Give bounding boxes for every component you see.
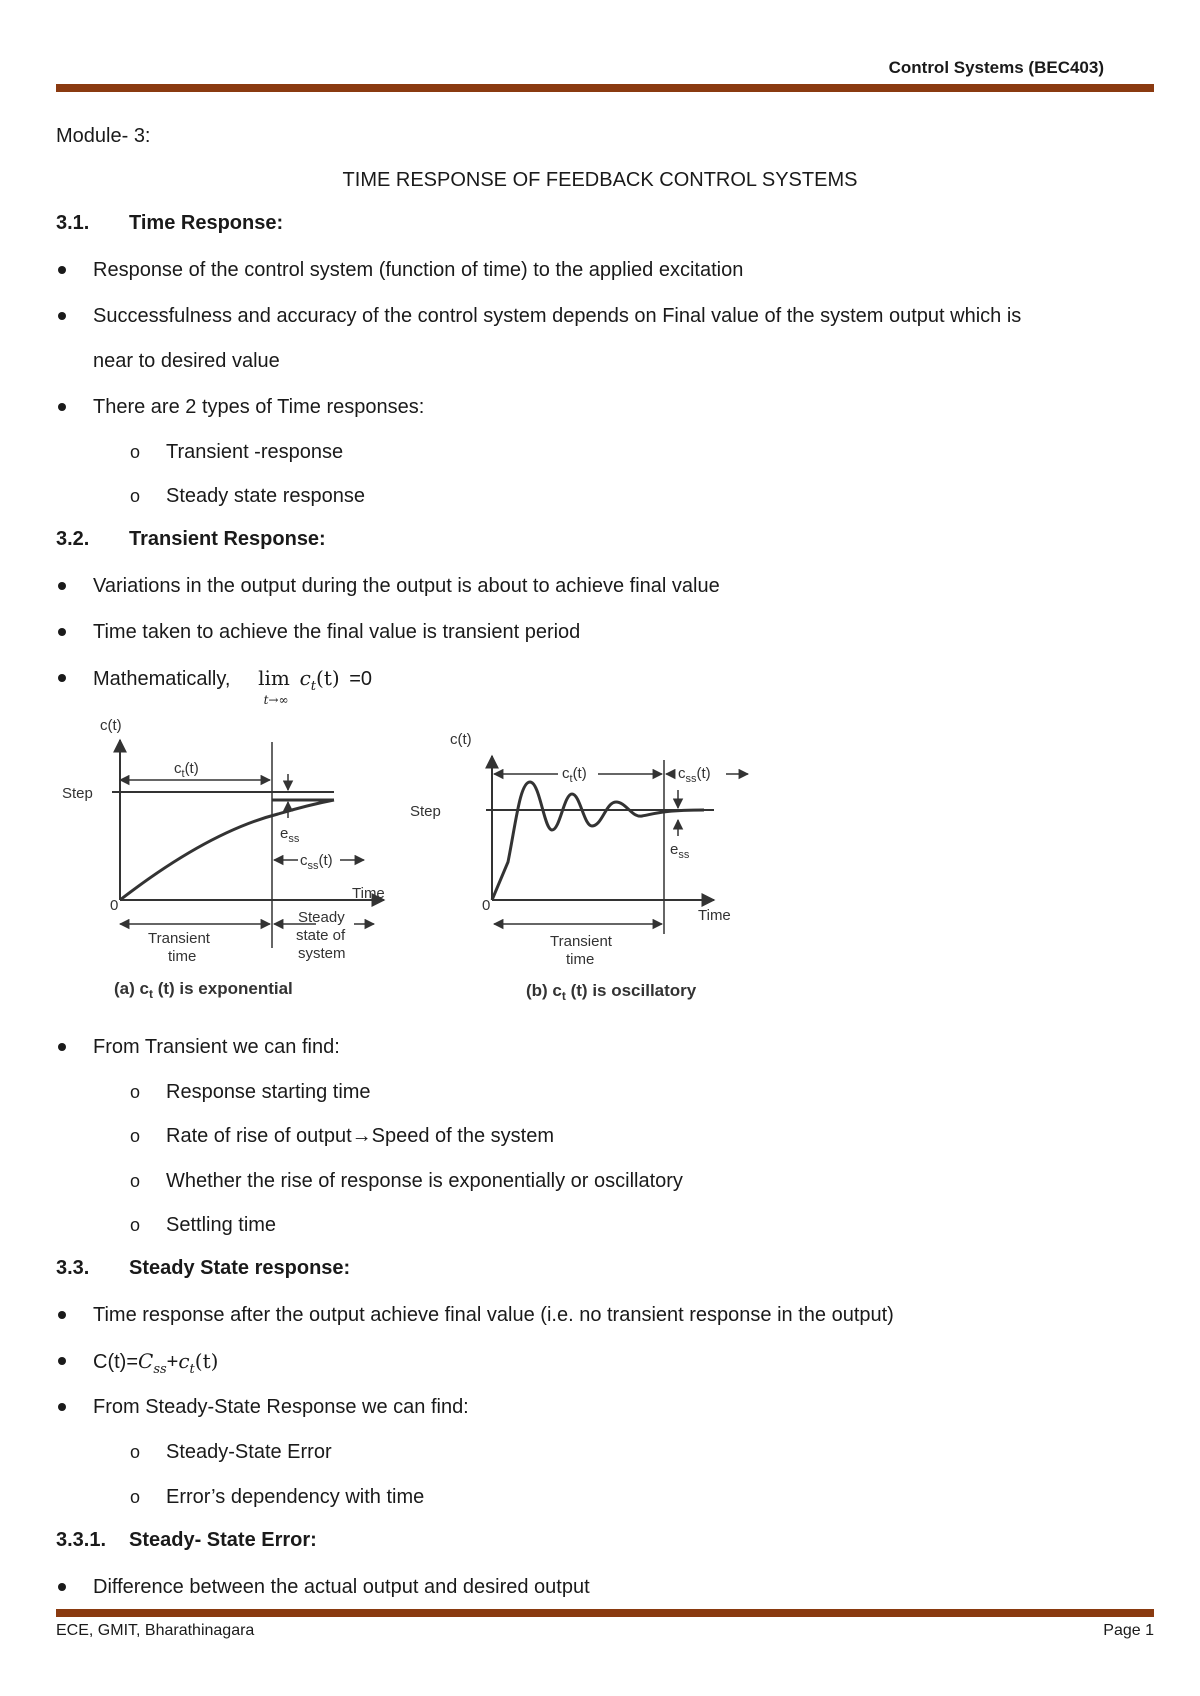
footer-institution: ECE, GMIT, Bharathinagara xyxy=(56,1622,255,1639)
sub-bullet-marker: o xyxy=(130,1487,141,1507)
math-label: Mathematically, xyxy=(93,668,231,690)
chapter-title: TIME RESPONSE OF FEEDBACK CONTROL SYSTEMS xyxy=(342,169,858,191)
section-number-3-3-1: 3.3.1. xyxy=(56,1529,107,1551)
bullet xyxy=(58,1403,66,1411)
bullet-text: Response of the control system (function of time) to the applied excitation xyxy=(93,259,744,281)
bullet-text: Time response after the output achieve final value (i.e. no transient response in the output) xyxy=(93,1304,894,1326)
sub-bullet-text: Transient -response xyxy=(166,441,344,463)
sub-bullet-marker: o xyxy=(130,1126,141,1146)
bullet-text: From Transient we can find: xyxy=(93,1036,340,1058)
sub-bullet-marker: o xyxy=(130,486,141,506)
svg-text:Transient: Transient xyxy=(148,930,210,947)
sub-bullet-text: Settling time xyxy=(166,1214,277,1236)
document-header-title: Control Systems (BEC403) xyxy=(888,58,1104,77)
bullet-text: Time taken to achieve the final value is transient period xyxy=(93,621,581,643)
figure-svg xyxy=(58,712,778,1012)
bullet-text: Successfulness and accuracy of the control system depends on Final value of the system output which is xyxy=(93,305,1022,327)
sub-bullet-text: Steady state response xyxy=(166,485,366,507)
bullet-text: From Steady-State Response we can find: xyxy=(93,1396,469,1418)
bullet-text: Variations in the output during the output is about to achieve final value xyxy=(93,575,720,597)
sub-bullet-text: Error’s dependency with time xyxy=(166,1486,425,1508)
header-rule xyxy=(56,84,1154,92)
svg-text:time: time xyxy=(566,951,595,968)
exponential-curve xyxy=(120,800,334,900)
y-axis-label-b: c(t) xyxy=(450,731,472,748)
step-label-b: Step xyxy=(410,803,441,820)
bullet xyxy=(58,1357,66,1365)
sub-bullet-text: Rate of rise of output→Speed of the system xyxy=(166,1125,554,1147)
limit-operator: lim t→∞ xyxy=(258,666,290,707)
svg-text:state of: state of xyxy=(296,927,346,944)
svg-text:ct(t): $c_t(t)$ xyxy=(562,765,587,785)
section-title-3-2: Transient Response: xyxy=(129,528,326,550)
footer-rule xyxy=(56,1609,1154,1617)
bullet xyxy=(58,312,66,320)
svg-text:system: system xyxy=(298,945,346,962)
svg-text:time: time xyxy=(168,948,197,965)
svg-text:css(t): $c_{ss}(t)$ xyxy=(300,852,333,872)
bullet xyxy=(58,1311,66,1319)
bullet-text-formula: $C(t)=C_{ss}+c_t(t)$ xyxy=(93,1349,219,1377)
svg-text:ess: $e_{ss}$ xyxy=(280,825,300,845)
step-label-a: Step xyxy=(62,785,93,802)
section-number-3-1: 3.1. xyxy=(56,212,90,234)
zero-label-b: 0 xyxy=(482,897,491,914)
bullet xyxy=(58,266,66,274)
time-response-figure xyxy=(58,712,778,1012)
bullet xyxy=(58,1043,66,1051)
sub-bullet-marker: o xyxy=(130,1442,141,1462)
zero-label-a: 0 xyxy=(110,897,119,914)
sub-bullet-text: Whether the rise of response is exponentially or oscillatory xyxy=(166,1170,683,1192)
svg-text:Steady: Steady xyxy=(298,909,345,926)
section-title-3-1: Time Response: xyxy=(129,212,284,234)
bullet-text-continued: near to desired value xyxy=(93,350,280,372)
svg-text:Transient: Transient xyxy=(550,933,612,950)
section-title-3-3: Steady State response: xyxy=(129,1257,351,1279)
page-number: Page 1 xyxy=(1103,1622,1154,1639)
sub-bullet-marker: o xyxy=(130,1171,141,1191)
sub-bullet-text: Response starting time xyxy=(166,1081,371,1103)
bullet-text: There are 2 types of Time responses: xyxy=(93,396,425,418)
section-number-3-2: 3.2. xyxy=(56,528,90,550)
sub-bullet-marker: o xyxy=(130,1215,141,1235)
bullet xyxy=(58,1583,66,1591)
section-title-3-3-1: Steady- State Error: xyxy=(129,1529,317,1551)
caption-b: (b) $c_t$ (t) is oscillatory xyxy=(526,981,697,1003)
bullet xyxy=(58,628,66,636)
svg-text:css(t): $c_{ss}(t)$ xyxy=(678,765,711,785)
time-label-a: Time xyxy=(352,885,385,902)
bullet xyxy=(58,582,66,590)
y-axis-label-a: c(t) xyxy=(100,717,122,734)
sub-bullet-text: Steady-State Error xyxy=(166,1441,332,1463)
bullet xyxy=(58,403,66,411)
bullet-text-math: Mathematically, lim t→∞ $c_t(t) =0$ xyxy=(93,666,373,707)
caption-a: (a) $c_t$ (t) is exponential xyxy=(114,979,293,1001)
svg-text:ess: $e_{ss}$ xyxy=(670,841,690,861)
bullet-text: Difference between the actual output and desired output xyxy=(93,1576,590,1598)
sub-bullet-marker: o xyxy=(130,1082,141,1102)
time-label-b: Time xyxy=(698,907,731,924)
sub-bullet-marker: o xyxy=(130,442,141,462)
bullet xyxy=(58,674,66,682)
svg-text:ct(t): $c_t(t)$ xyxy=(174,760,199,780)
module-label: Module- 3: xyxy=(56,125,151,147)
section-number-3-3: 3.3. xyxy=(56,1257,90,1279)
